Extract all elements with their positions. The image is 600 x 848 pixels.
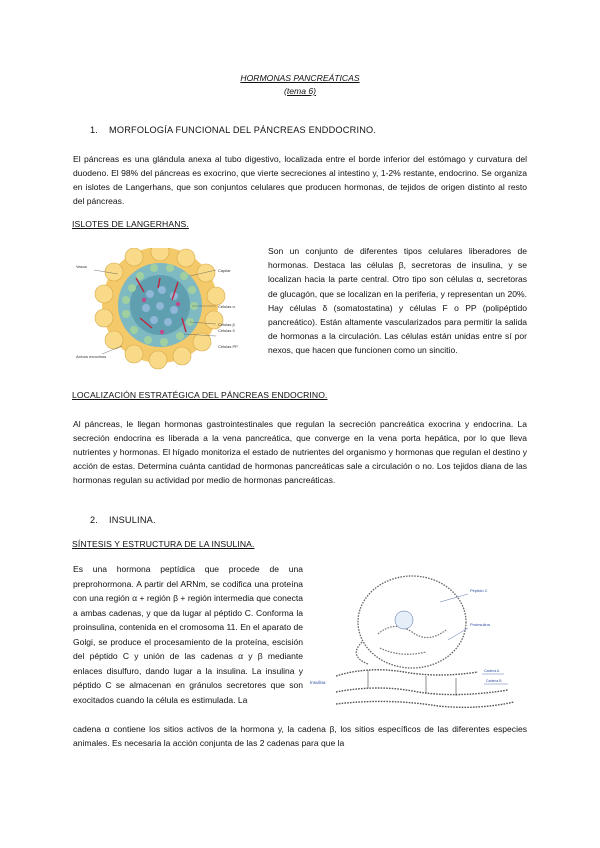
- fig-label-beta-cells: Células β: [218, 322, 235, 327]
- islets-paragraph: Son un conjunto de diferentes tipos celulares liberadores de hormonas. Destaca las células β, secretoras de insulina, y se localizan hacia la parte central. Otro tipo son células α, secretoras de glucagón, que se localizan en la periferia, y representan un 20%. Hay células δ (somatostatina) y células F o PP (polipéptido pancreático). Están altamente vascularizados para permitir la salida de hormonas a la circulación. Las células están unidas entre sí por nexos, que hacen que funcionen como un sincitio.: [268, 246, 527, 356]
- doc-subtitle: (tema 6): [284, 86, 316, 96]
- section-1-title: MORFOLOGÍA FUNCIONAL DEL PÁNCREAS ENDDOCRINO.: [109, 125, 377, 135]
- section-1-heading: [90, 125, 376, 135]
- section-2-number: 2.: [90, 515, 99, 525]
- fig-label-insulin: Insulina: [310, 680, 326, 685]
- fig-label-chain-b: Cadena B: [486, 679, 502, 683]
- insulin-chains: [336, 670, 514, 708]
- location-paragraph: Al páncreas, le llegan hormonas gastrointestinales que regulan la secreción pancreática exocrina y endocrina. La secreción endocrina es liberada a la vena pancreática, que converge en la vena porta hepática, por lo que lleva nutrientes y hormonas. El hígado monitoriza el estado de nutrientes del organismo y hormonas que regulan el destino y acción de estas. Determina cuánta cantidad de hormonas pancreáticas sale a circulación o no. Los tejidos diana de las hormonas regulan su actividad por medio de hormonas pancreáticas.: [73, 419, 527, 485]
- doc-title: HORMONAS PANCREÁTICAS: [240, 73, 360, 83]
- synthesis-heading: SÍNTESIS Y ESTRUCTURA DE LA INSULINA.: [72, 539, 255, 549]
- fig-label-proinsulin: Proinsulina: [470, 622, 490, 627]
- fig-label-capillary: Capilar: [218, 268, 231, 273]
- fig-label-chain-a: Cadena A: [484, 669, 500, 673]
- intro-paragraph: El páncreas es una glándula anexa al tubo digestivo, localizada entre el borde inferior del estómago y curvatura del duodeno. El 98% del páncreas es exocrino, que vierte secreciones al intestino y, 1-2% restante, endocrino. Se organiza en islotes de Langerhans, que son conjuntos celulares que producen hormonas, de tejidos de origen distinto al resto del páncreas.: [73, 154, 527, 206]
- blue-annotation: [470, 588, 491, 627]
- fig-label-cpeptide: Péptido C: [470, 588, 488, 593]
- synthesis-paragraph: Es una hormona peptídica que procede de una preprohormona. A partir del ARNm, se codifica una proteína con una región α + región β + región intermedia que conecta a ambas cadenas, y que da lugar al péptido C. Conforma la proinsulina, contenida en el cromosoma 11. En el aparato de Golgi, se produce el procesamiento de la proteína, escisión del péptido C y unión de las cadenas α y β mediante enlaces disulfuro, dando lugar a la insulina. La insulina y péptido C se almacenan en gránulos secretores que son exocitados cuando la célula es estimulada. La: [73, 564, 303, 705]
- section-1-number: 1.: [90, 125, 99, 135]
- fig-label-delta-cells: Células δ: [218, 328, 235, 333]
- fig-label-pp-cells: Células PP: [218, 344, 238, 349]
- fig-label-alpha-cells: Células α: [218, 304, 235, 309]
- section-2-title: INSULINA.: [109, 515, 156, 525]
- fig-label-exocrine-acini: Acinos exocrinos: [76, 354, 107, 359]
- islets-heading: ISLOTES DE LANGERHANS.: [72, 219, 189, 229]
- cpeptide-marker: [395, 611, 413, 629]
- fig-label-vessels: Vasos: [76, 264, 87, 269]
- islet-of-langerhans-figure: [74, 248, 264, 376]
- location-heading: LOCALIZACIÓN ESTRATÉGICA DEL PÁNCREAS ENDOCRINO.: [72, 390, 328, 400]
- proinsulin-structure-figure: [308, 568, 530, 718]
- section-2-heading: [90, 515, 156, 525]
- inner-loops: [378, 626, 446, 654]
- continuation-paragraph: cadena α contiene los sitios activos de la hormona y, la cadena β, los sitios específicos de las diferentes especies animales. Es necesaria la acción conjunta de las 2 cadenas para que la: [73, 724, 527, 748]
